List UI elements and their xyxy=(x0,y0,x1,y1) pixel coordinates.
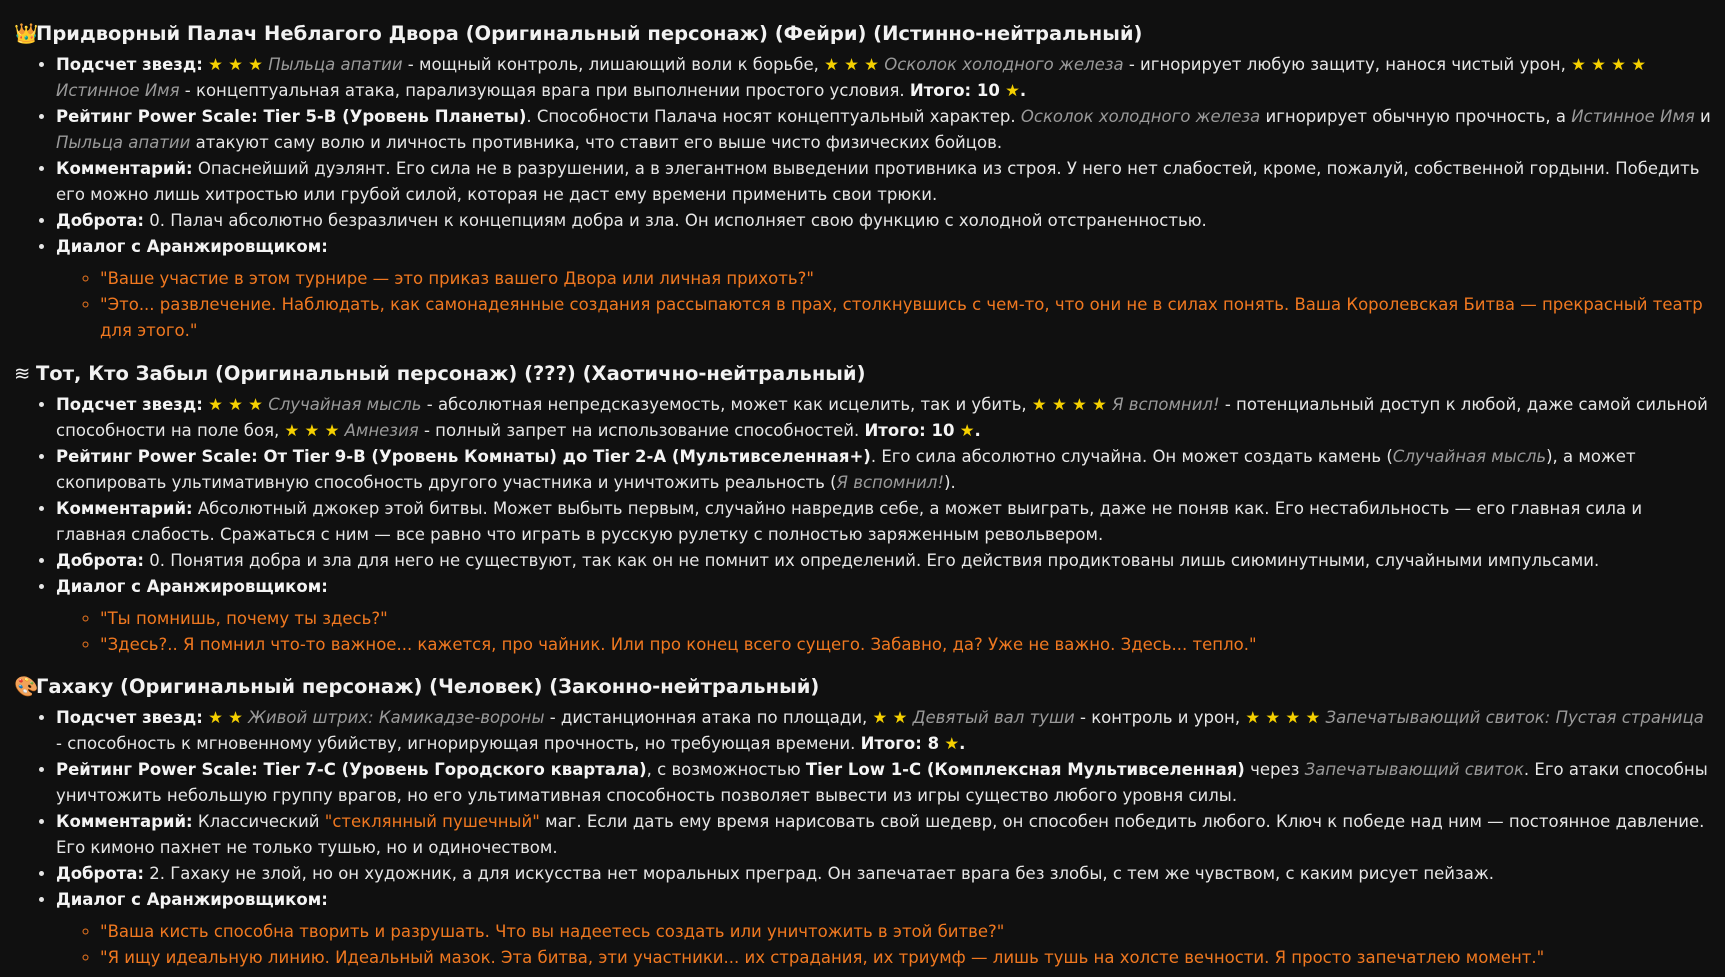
kindness-text: 0. Понятия добра и зла для него не существуют, так как он не помнит их определений. Его действия продиктованы лишь сиюминутными, случайными импульсами. xyxy=(144,551,1600,570)
ability-reference: Пыльца апатии xyxy=(56,133,191,152)
ability-reference: Осколок холодного железа xyxy=(1020,107,1261,126)
text-segment: ). xyxy=(944,473,956,492)
text-segment: . Способности Палача носят концептуальный характер. xyxy=(526,107,1021,126)
total-label: Итого: 8 xyxy=(860,734,940,753)
star-icon: ★ ★ xyxy=(872,708,908,727)
star-icon: ★ ★ ★ ★ xyxy=(1245,708,1321,727)
character-heading xyxy=(14,673,1711,701)
comment-item xyxy=(56,809,1711,861)
character-heading xyxy=(14,20,1711,48)
character-title: Тот, Кто Забыл (Оригинальный персонаж) (???) (Хаотично-нейтральный) xyxy=(36,362,866,385)
star-icon: ★ ★ ★ xyxy=(284,421,340,440)
star-icon: ★ ★ xyxy=(208,708,243,727)
text-segment: Классический xyxy=(192,812,325,831)
kindness-label: Доброта: xyxy=(56,551,144,570)
star-icon: ★ ★ ★ xyxy=(208,395,263,414)
ability-desc: - контроль и урон, xyxy=(1074,708,1246,727)
stars-item: • Подсчет звезд: ★ ★ Живой штрих: Камикадзе-вороны - дистанционная атака по площади, ★ ★ Девятый вал туши - контроль и урон, ★ ★ ★ ★ Запечатывающий свиток: Пустая страница - способность к мгновенному убийству, игнорирующая прочность, но требующая времени. Итого: 8 ★. xyxy=(56,705,1711,757)
bold-text: Tier Low 1-C (Комплексная Мультивселенная) xyxy=(805,760,1245,779)
text-segment: игнорирует обычную прочность, а xyxy=(1260,107,1572,126)
character-details xyxy=(14,705,1711,971)
character-title: Гахаку (Оригинальный персонаж) (Человек) (Законно-нейтральный) xyxy=(36,675,820,698)
dialog-list xyxy=(56,606,1711,658)
ability-desc: - способность к мгновенному убийству, игнорирующая прочность, но требующая времени. xyxy=(56,734,861,753)
kindness-text: 2. Гахаку не злой, но он художник, а для искусства нет моральных преград. Он запечатает врага без злобы, с тем же чувством, с каким рисует пейзаж. xyxy=(144,864,1495,883)
character-heading xyxy=(14,360,1711,388)
dialog-list xyxy=(56,919,1711,971)
text-segment: через xyxy=(1244,760,1305,779)
dialog-line: ◦ "Ты помнишь, почему ты здесь?" xyxy=(100,606,1711,632)
kindness-item xyxy=(56,861,1711,887)
comment-text xyxy=(56,812,1704,857)
dialog-line: ◦ "Я ищу идеальную линию. Идеальный мазок. Эта битва, эти участники... их страдания, их триумф — лишь тушь на холсте вечности. Я просто запечатлею момент." xyxy=(100,945,1711,971)
dialog-line: ◦ "Это... развлечение. Наблюдать, как самонадеянные создания рассыпаются в прах, столкнувшись с чем-то, что они не в силах понять. Ваша Королевская Битва — прекрасный театр для этого." xyxy=(100,292,1711,344)
ability-desc: - дистанционная атака по площади, xyxy=(544,708,873,727)
dialog-item xyxy=(56,887,1711,971)
comment-text xyxy=(56,159,1700,204)
star-icon: ★ ★ ★ ★ xyxy=(1571,55,1646,74)
text-segment: Абсолютный джокер этой битвы. Может выбыть первым, случайно навредив себе, а может выиграть, даже не поняв как. Его нестабильность — его главная сила и главная слабость. Сражаться с ним — все равно что играть в русскую рулетку с полностью заряженным револьвером. xyxy=(56,499,1643,544)
stars-item: • Подсчет звезд: ★ ★ ★ Пыльца апатии - мощный контроль, лишающий воли к борьбе, ★ ★ ★ Осколок холодного железа - игнорирует любую защиту, нанося чистый урон, ★ ★ ★ ★ Истинное Имя - концептуальная атака, парализующая врага при выполнении простого условия. Итого: 10 ★. xyxy=(56,52,1711,104)
kindness-label: Доброта: xyxy=(56,211,144,230)
dialog-line: ◦ "Ваше участие в этом турнире — это приказ вашего Двора или личная прихоть?" xyxy=(100,266,1711,292)
character-details xyxy=(14,392,1711,658)
star-icon: ★ xyxy=(959,421,975,440)
star-icon: ★ ★ ★ ★ xyxy=(1031,395,1107,414)
dialog-line: ◦ "Здесь?.. Я помнил что-то важное... кажется, про чайник. Или про конец всего сущего. Забавно, да? Уже не важно. Здесь... тепло." xyxy=(100,632,1711,658)
rating-label: Рейтинг Power Scale: От Tier 9-B (Уровень Комнаты) до Tier 2-A (Мультивселенная+) xyxy=(56,447,871,466)
character-details xyxy=(14,52,1711,344)
character-title: Придворный Палач Неблагого Двора (Оригинальный персонаж) (Фейри) (Истинно-нейтральный) xyxy=(36,22,1143,45)
character-section-gahaku xyxy=(0,673,1725,977)
ability-name: Истинное Имя xyxy=(56,81,180,100)
total-label: Итого: 10 xyxy=(864,421,955,440)
text-segment: Опаснейший дуэлянт. Его сила не в разрушении, а в элегантном выведении противника из строя. У него нет слабостей, кроме, пожалуй, собственной гордыни. Победить его можно лишь хитростью или грубой силой, которая не даст ему времени применить свои трюки. xyxy=(56,159,1700,204)
stars-label: Подсчет звезд: xyxy=(56,708,203,727)
comment-label: Комментарий: xyxy=(56,812,193,831)
text-segment: . Его атаки способны уничтожить небольшую группу врагов, но его ультимативная способность позволяет вывести из игры существо любого уровня силы. xyxy=(56,760,1708,805)
rating-item xyxy=(56,444,1711,496)
star-icon: ★ ★ ★ xyxy=(824,55,879,74)
stars-label: Подсчет звезд: xyxy=(56,395,203,414)
rating-label: Рейтинг Power Scale: Tier 5-B (Уровень Планеты) xyxy=(56,107,527,126)
ability-name: Случайная мысль xyxy=(268,395,422,414)
ability-name: Я вспомнил! xyxy=(1112,395,1220,414)
ability-reference: Я вспомнил! xyxy=(836,473,945,492)
dialog-item xyxy=(56,574,1711,658)
ability-name: Живой штрих: Камикадзе-вороны xyxy=(248,708,545,727)
comment-label: Комментарий: xyxy=(56,159,193,178)
dialog-label: Диалог с Аранжировщиком: xyxy=(56,577,328,596)
ability-desc: - мощный контроль, лишающий воли к борьбе, xyxy=(402,55,825,74)
dialog-label: Диалог с Аранжировщиком: xyxy=(56,237,328,256)
comment-text xyxy=(56,499,1642,544)
comment-item xyxy=(56,496,1711,548)
ability-name: Амнезия xyxy=(344,421,419,440)
ability-reference: Запечатывающий свиток xyxy=(1304,760,1524,779)
palette-icon: 🎨 xyxy=(14,675,39,698)
kindness-text: 0. Палач абсолютно безразличен к концепциям добра и зла. Он исполняет свою функцию с холодной отстраненностью. xyxy=(144,211,1207,230)
stars-item: • Подсчет звезд: ★ ★ ★ Случайная мысль - абсолютная непредсказуемость, может как исцелить, так и убить, ★ ★ ★ ★ Я вспомнил! - потенциальный доступ к любой, даже самой сильной способности на поле боя, ★ ★ ★ Амнезия - полный запрет на использование способностей. Итого: 10 ★. xyxy=(56,392,1711,444)
kindness-label: Доброта: xyxy=(56,864,144,883)
text-segment: ), а может скопировать ультимативную способность другого участника и уничтожить реальность ( xyxy=(56,447,1636,492)
dialog-item xyxy=(56,234,1711,344)
ability-name: Пыльца апатии xyxy=(268,55,403,74)
ability-desc: - полный запрет на использование способностей. xyxy=(418,421,865,440)
rating-label: Рейтинг Power Scale: Tier 7-C (Уровень Городского квартала) xyxy=(56,760,647,779)
dialog-label: Диалог с Аранжировщиком: xyxy=(56,890,328,909)
star-icon: ★ xyxy=(1005,81,1020,100)
ability-reference: Случайная мысль xyxy=(1392,447,1547,466)
rating-item xyxy=(56,757,1711,809)
character-section-forgotten xyxy=(0,360,1725,664)
ability-desc: - концептуальная атака, парализующая врага при выполнении простого условия. xyxy=(179,81,910,100)
waves-icon: ≋ xyxy=(14,362,31,385)
comment-item xyxy=(56,156,1711,208)
ability-reference: Истинное Имя xyxy=(1571,107,1695,126)
dialog-line: ◦ "Ваша кисть способна творить и разрушать. Что вы надеетесь создать или уничтожить в этой битве?" xyxy=(100,919,1711,945)
text-segment: . Его сила абсолютно случайна. Он может создать камень ( xyxy=(870,447,1393,466)
dialog-list xyxy=(56,266,1711,344)
ability-name: Девятый вал туши xyxy=(912,708,1075,727)
comment-label: Комментарий: xyxy=(56,499,193,518)
kindness-item xyxy=(56,548,1711,574)
total-label: Итого: 10 xyxy=(909,81,1000,100)
kindness-item xyxy=(56,208,1711,234)
text-segment: и xyxy=(1694,107,1711,126)
stars-label: Подсчет звезд: xyxy=(56,55,203,74)
star-icon: ★ xyxy=(944,734,960,753)
ability-name: Запечатывающий свиток: Пустая страница xyxy=(1325,708,1704,727)
character-section-executioner xyxy=(0,20,1725,350)
text-segment: , с возможностью xyxy=(646,760,806,779)
text-segment: маг. Если дать ему время нарисовать свой шедевр, он способен победить любого. Ключ к победе над ним — постоянное давление. Его кимоно пахнет не только тушью, но и одиночеством. xyxy=(56,812,1705,857)
star-icon: ★ ★ ★ xyxy=(208,55,263,74)
ability-desc: - игнорирует любую защиту, нанося чистый урон, xyxy=(1123,55,1572,74)
crown-icon: 👑 xyxy=(14,22,39,45)
ability-desc: - абсолютная непредсказуемость, может как исцелить, так и убить, xyxy=(421,395,1032,414)
ability-name: Осколок холодного железа xyxy=(884,55,1124,74)
text-segment: атакуют саму волю и личность противника, что ставит его выше чисто физических бойцов. xyxy=(190,133,1003,152)
highlight-text: "стеклянный пушечный" xyxy=(324,812,540,831)
ability-desc: - потенциальный доступ к любой, даже самой сильной способности на поле боя, xyxy=(56,395,1708,440)
rating-item xyxy=(56,104,1711,156)
